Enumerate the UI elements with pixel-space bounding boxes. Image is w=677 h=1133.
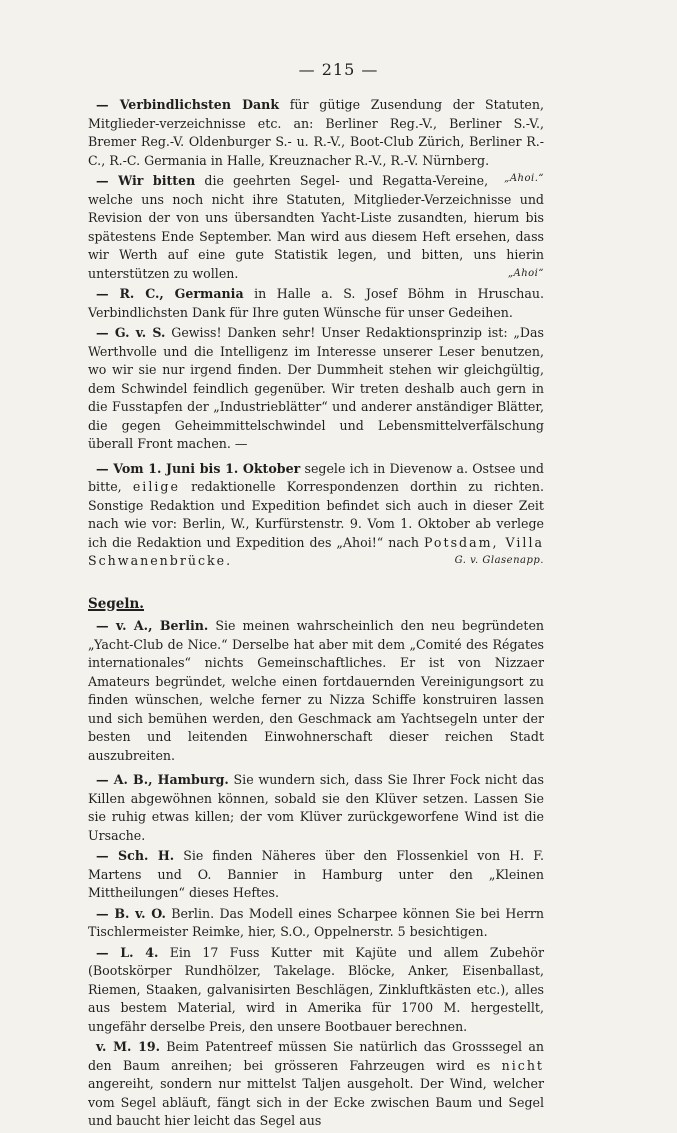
paragraph-lead: — R. C., Germania xyxy=(96,286,244,301)
paragraph-text: segele ich in Dievenow a. Ostsee und bitte, xyxy=(88,460,544,494)
paragraph-summer-address xyxy=(88,460,544,571)
spaced-text: eilige xyxy=(132,479,180,494)
page-number: — 215 — xyxy=(298,60,379,79)
paragraph-text: die geehrten Segel- und Regatta-Vereine, welche uns noch nicht ihre Statuten, Mitglieder-Verzeichnisse und Revision der von uns übersandten Yacht-Liste zusandten, hierum bis spätestens Ende September. Man wird aus diesem Heft ersehen, dass wir Werth auf eine gute Statistik legen, und bitten, uns hierin unterstützen zu wollen. xyxy=(88,173,544,281)
paragraph-text: Sie finden Näheres über den Flossenkiel von H. F. Martens und O. Bannier in Hamburg unter den „Kleinen Mittheilungen“ dieses Heftes. xyxy=(88,848,545,900)
paragraph-lead: — L. 4. xyxy=(96,944,159,960)
paragraph-text: für gütige Zusendung der Statuten, Mitglieder-verzeichnisse etc. an: Berliner Reg.-V., Berliner S.-V., Bremer Reg.-V. Oldenburger S.- u. R.-V., Boot-Club Zürich, Berliner R.-C., R.-C. Germania in Halle, Kreuznacher R.-V., R.-V. Nürnberg. xyxy=(88,97,544,168)
paragraph-lead: — v. A., Berlin. xyxy=(96,618,209,633)
paragraph-lead: — Vom 1. Juni bis 1. Oktober xyxy=(96,460,301,476)
paragraph-text: Ein 17 Fuss Kutter mit Kajüte und allem Zubehör (Bootskörper Rundhölzer, Takelage. Blöcke, Anker, Eisenballast, Riemen, Staaken, galvanisirten Beschlägen, Zinkluftkästen etc.), alles aus bestem Material, wird in Amerika für 1700 M. hergestellt, ungefähr derselbe Preis, den unsere Bootbauer berechnen. xyxy=(88,944,544,1034)
paragraph-patentreef xyxy=(88,1038,544,1131)
spaced-text: nicht xyxy=(501,1057,544,1073)
paragraph-lead: — Sch. H. xyxy=(96,848,175,863)
paragraph-text: Sie meinen wahrscheinlich den neu begründeten „Yacht-Club de Nice.“ Derselbe hat aber mit dem „Comité des Régates internationales“ nichts Gemeinschaftliches. Er ist von Nizzaer Amateurs begründet, welche einen fortdauernden Vereinigungsort zu finden wünschen, welche ferner zu Nizza Schiffe konstruiren lassen und sich bemühen werden, den Geschmack am Yachtsegeln unter der besten und leitenden Einwohnerschaft dieser reichen Stadt auszubreiten. xyxy=(88,618,545,763)
spaced-text: Potsdam, Villa Schwanenbrücke. xyxy=(88,534,544,568)
signature: „Ahoi“ xyxy=(507,267,544,279)
paragraph-kutter xyxy=(88,944,544,1037)
paragraph-germania xyxy=(88,285,544,322)
paragraph-flossenkiel xyxy=(88,847,544,903)
paragraph-yacht-club-nice xyxy=(88,617,544,765)
paragraph-text: redaktionelle Korrespondenzen dorthin zu richten. Sonstige Redaktion und Expedition befindet sich auch in dieser Zeit nach wie vor: Berlin, W., Kurfürstenstr. 9. Vom 1. Oktober ab verlege ich die Redaktion und Expedition des „Ahoi!“ nach xyxy=(88,479,545,550)
signature: G. v. Glasenapp. xyxy=(454,555,544,566)
paragraph-lead: — Wir bitten xyxy=(96,173,196,188)
paragraph-text: in Halle a. S. Josef Böhm in Hruschau. Verbindlichsten Dank für Ihre guten Wünsche für unser Gedeihen. xyxy=(88,286,544,320)
paragraph-lead: — G. v. S. xyxy=(96,325,166,340)
paragraph-lead: v. M. 19. xyxy=(96,1039,160,1054)
paragraph-lead: — A. B., Hamburg. xyxy=(96,772,229,787)
page-content xyxy=(88,96,544,1133)
paragraph-text: angereiht, sondern nur mittelst Taljen ausgeholt. Der Wind, welcher vom Segel abläuft, fängt sich in der Ecke zwischen Baum und Segel und baucht hier leicht das Segel aus xyxy=(88,1076,544,1128)
paragraph-lead: — Verbindlichsten Dank xyxy=(96,97,280,112)
paragraph-text: Gewiss! Danken sehr! Unser Redaktionsprinzip ist: „Das Werthvolle und die Intelligenz im Interesse unserer Leser benutzen, wo wir sie nur irgend finden. Der Dummheit stehen wir gleichgültig, dem Schwindel feindlich gegenüber. Wir treten deshalb auch gern in die Fusstapfen der „Industrieblätter“ und anderer anständiger Blätter, die gegen Geheimmittelschwindel und Lebensmittelverfälschung überall Front machen. — xyxy=(88,325,544,451)
paragraph-principle xyxy=(88,324,544,454)
paragraph-lead: — B. v. O. xyxy=(96,905,166,921)
section-heading: Segeln. xyxy=(88,595,145,612)
signature: „Ahoi.“ xyxy=(504,173,544,184)
paragraph-fock xyxy=(88,771,544,845)
paragraph-scharpee xyxy=(88,905,544,942)
paragraph-text: Sie wundern sich, dass Sie Ihrer Fock nicht das Killen abgewöhnen können, sobald sie den Klüver setzen. Lassen Sie sie ruhig etwas killen; der vom Klüver zurückgeworfene Wind ist die Ursache. xyxy=(88,772,544,843)
paragraph-request xyxy=(88,172,544,283)
paragraph-text: Berlin. Das Modell eines Scharpee können Sie bei Herrn Tischlermeister Reimke, hier, S.O., Oppelnerstr. 5 besichtigen. xyxy=(88,905,545,939)
paragraph-text: Beim Patentreef müssen Sie natürlich das Grosssegel an den Baum anreihen; bei grösseren Fahrzeugen wird es xyxy=(88,1039,544,1073)
